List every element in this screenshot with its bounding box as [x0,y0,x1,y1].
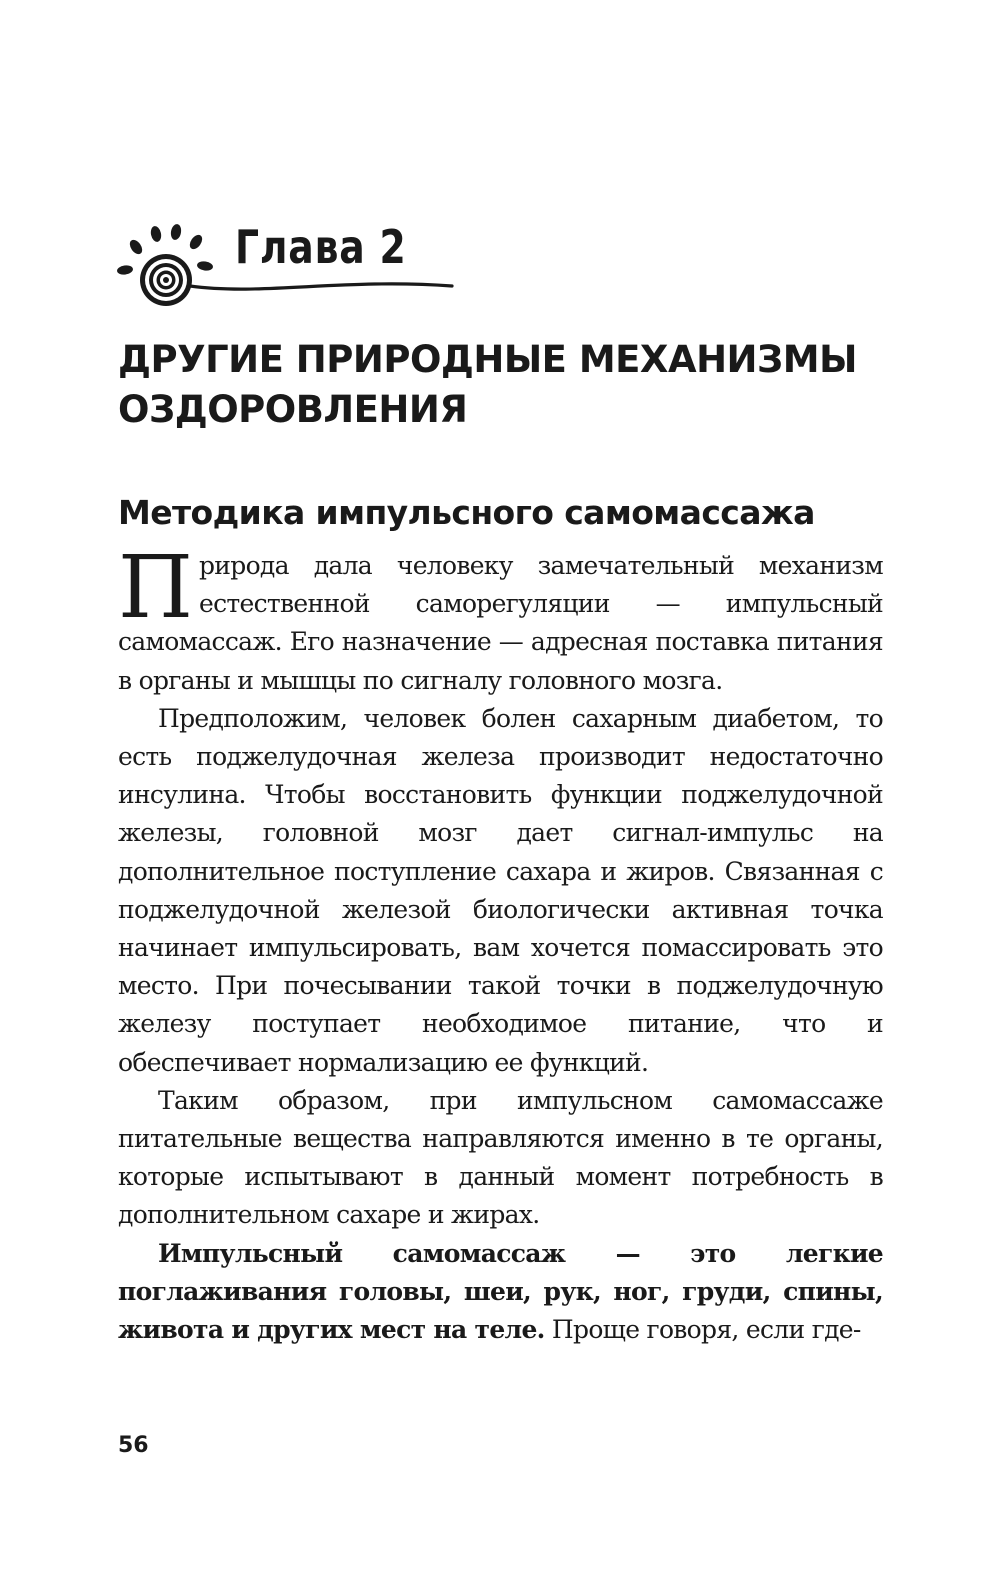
drop-cap: П [118,538,193,638]
paragraph-2: Предположим, человек болен сахарным диабетом, то есть поджелудочная железа производит недостаточно инсулина. Чтобы восстановить функции поджелудочной железы, головной мозг дает сигнал-импульс на дополнительное поступление сахара и жиров. Связанная с поджелудочной железой биологически активная точка начинает импульсировать, вам хочется помассировать это место. При почесывании такой точки в поджелудочную железу поступает необходимое питание, что и обеспечивает нормализацию ее функций. [118,703,883,1077]
paragraph-4-text: Проще говоря, если где- [544,1315,861,1345]
paragraph-1-text: рирода дала человеку замечательный механизм естественной саморегуляции — импульсный самомассаж. Его назначение — адресная поставка питания в органы и мышцы по сигналу головного мозга. [118,551,883,695]
paragraph-1 [118,538,883,700]
chapter-title: ДРУГИЕ ПРИРОДНЫЕ МЕХАНИЗМЫ ОЗДОРОВЛЕНИЯ [118,338,857,431]
paragraph-3: Таким образом, при импульсном самомассаже питательные вещества направляются именно в те органы, которые испытывают в данный момент потребность в дополнительном сахаре и жирах. [118,1085,883,1230]
chapter-label: Глава 2 [235,220,407,274]
chapter-header [112,220,472,310]
paragraph-4-bold: Импульсный самомассаж — это легкие поглаживания головы, шеи, рук, ног, груди, спины, живота и других мест на теле. [118,1238,883,1345]
page-number: 56 [118,1433,149,1458]
paragraph-4 [118,1235,883,1350]
body-text [118,538,883,1349]
section-title: Методика импульсного самомассажа [118,493,815,532]
